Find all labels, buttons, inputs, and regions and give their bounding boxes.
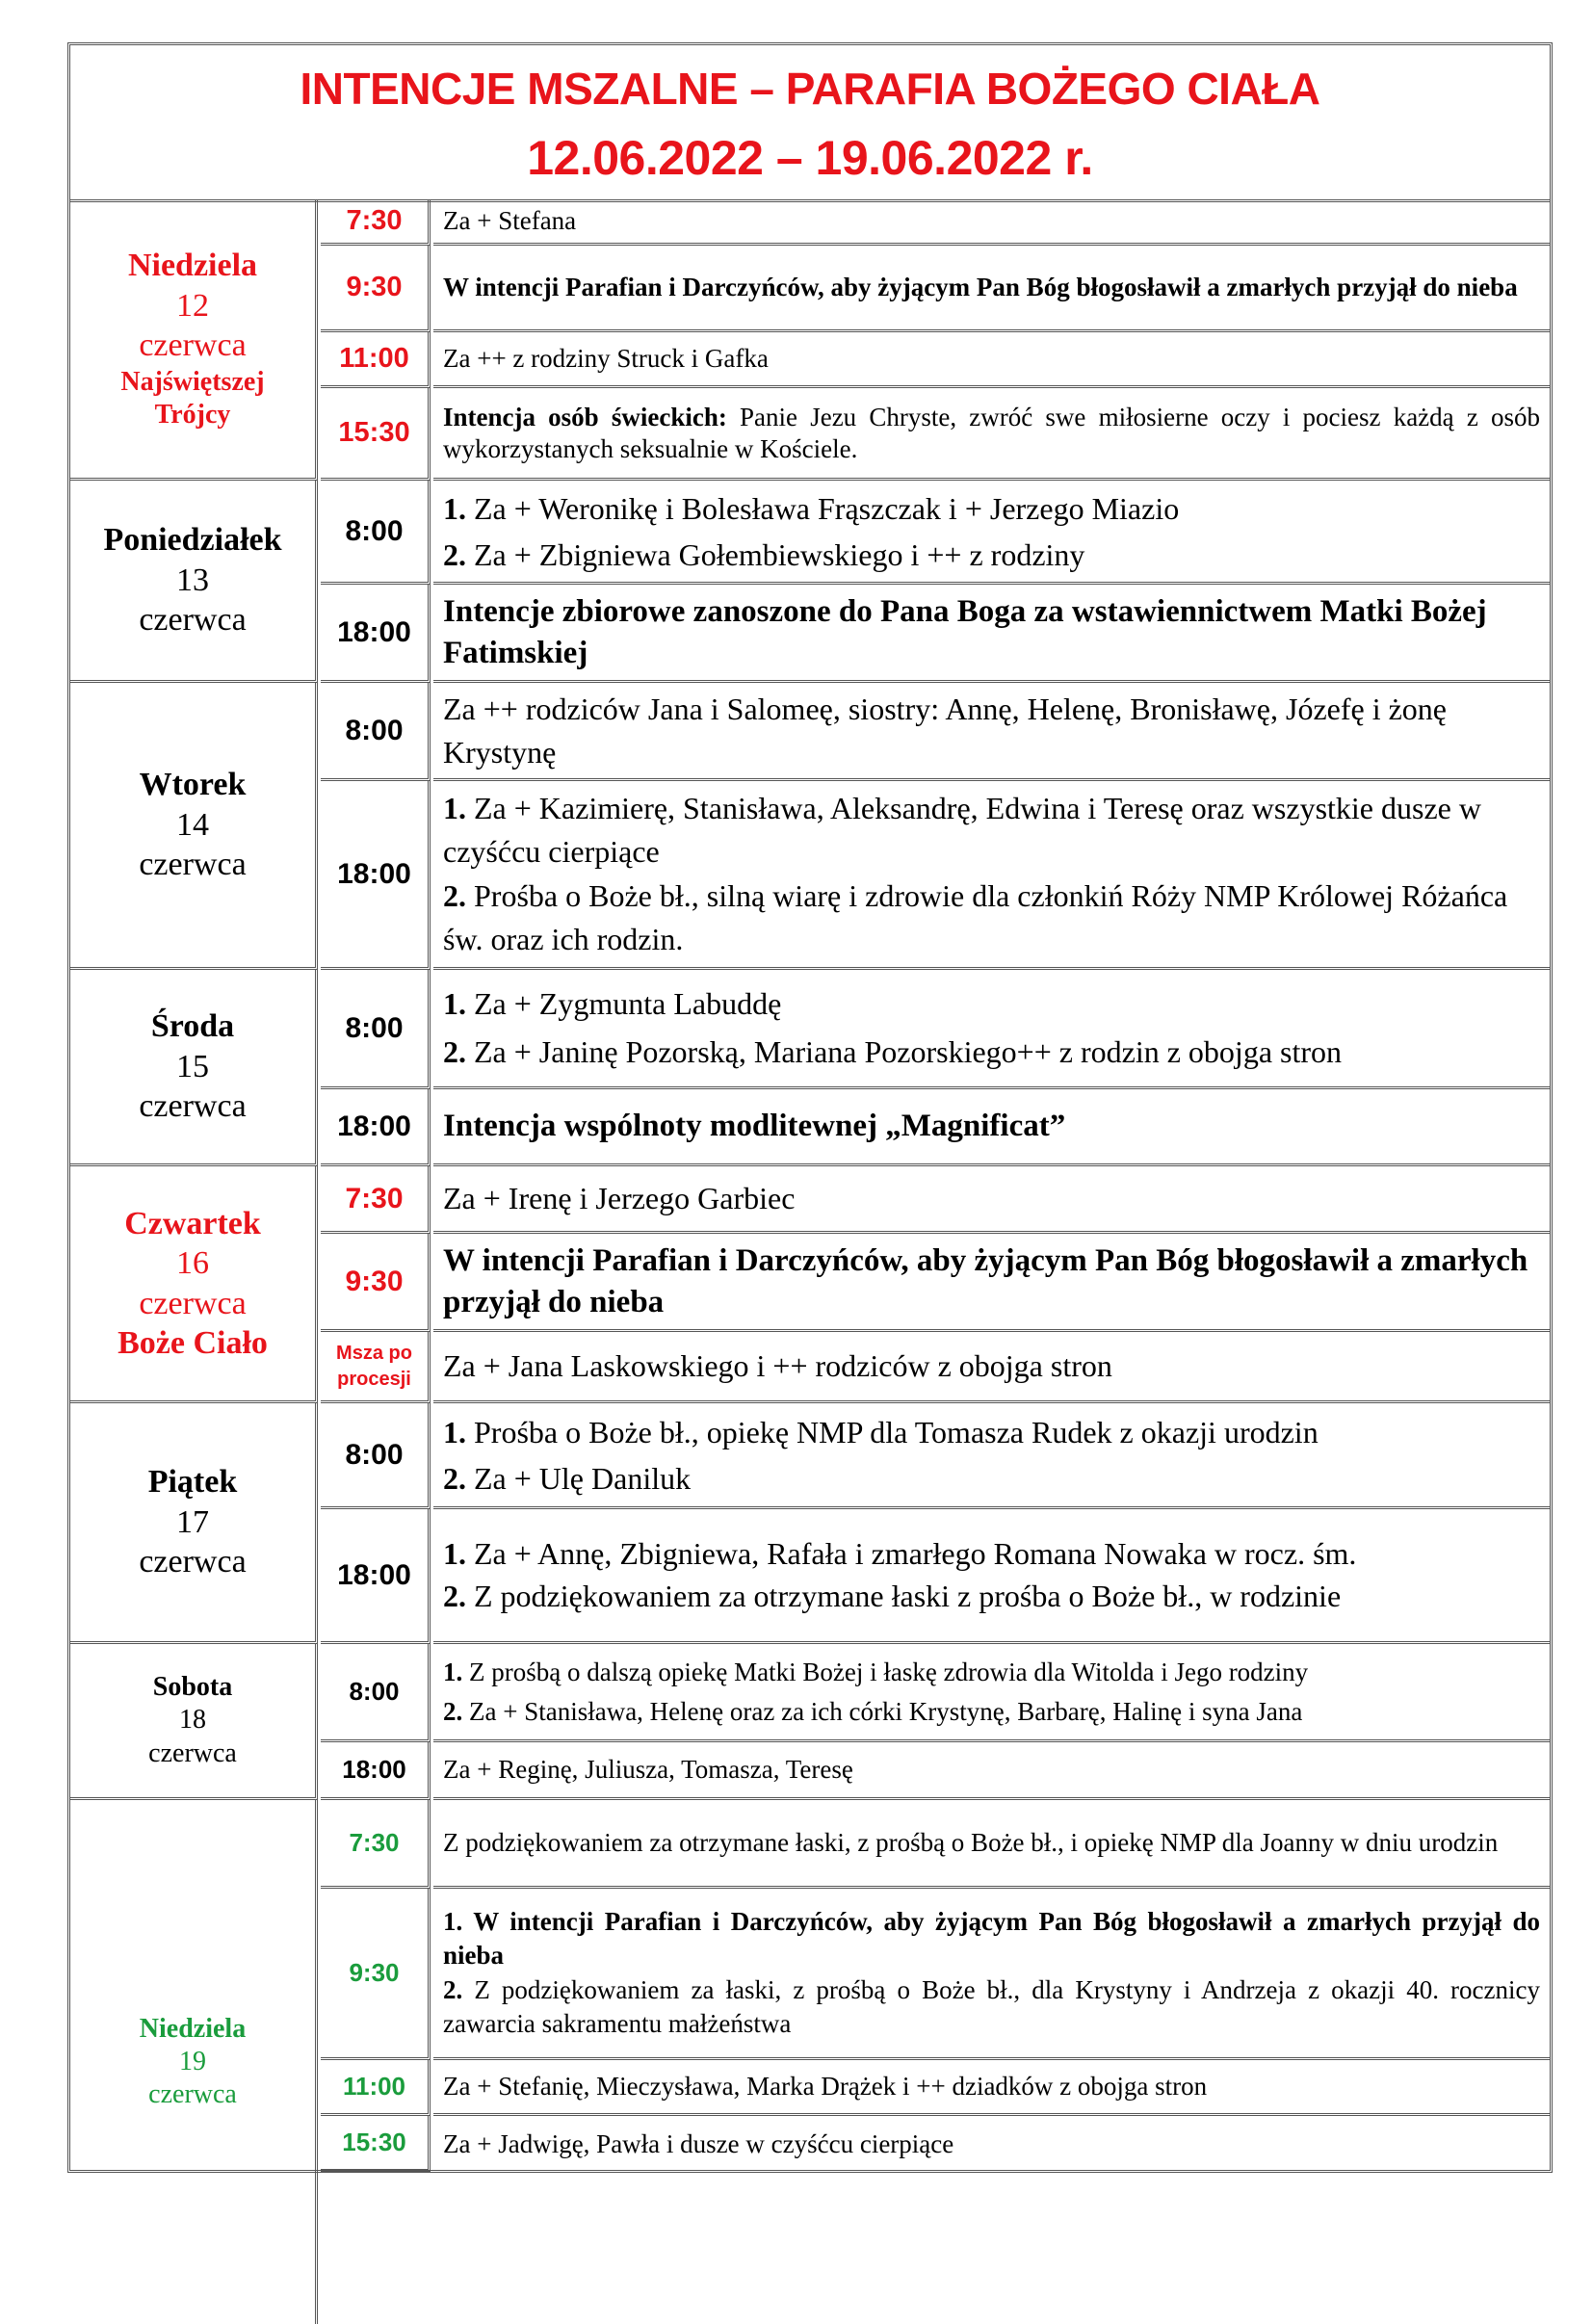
intention-cell	[433, 388, 1550, 481]
day-number: 15	[176, 1048, 209, 1084]
day-name: Wtorek	[139, 767, 247, 803]
day-cell-sunday-19	[70, 1800, 318, 2324]
day-month: czerwca	[139, 1088, 247, 1125]
intention-cell	[433, 1332, 1550, 1403]
day-cell-thursday-16	[70, 1166, 318, 1403]
intention-cell	[433, 970, 1550, 1089]
day-month: czerwca	[139, 847, 247, 883]
intention-number: 2.	[443, 536, 466, 572]
day-name: Piątek	[147, 1464, 238, 1501]
intention-text: Intencja wspólnoty modlitewnej „Magnificat”	[443, 1109, 1066, 1143]
intention-cell	[433, 2116, 1550, 2172]
intention-text: W intencji Parafian i Darczyńców, aby żyjącym Pan Bóg błogosławił a zmarłych przyjął do nieba	[443, 1907, 1540, 1971]
day-cell-monday-13	[70, 481, 318, 683]
intention-text: W intencji Parafian i Darczyńców, aby żyjącym Pan Bóg błogosławił a zmarłych przyjął do nieba	[443, 1242, 1528, 1319]
intention-text: Za + Jana Laskowskiego i ++ rodziców z obojga stron	[443, 1348, 1112, 1383]
intention-number: 1.	[443, 1414, 466, 1449]
mass-time: 8:00	[321, 1403, 431, 1509]
intention-text: Za + Weronikę i Bolesława Frąszczak i + Jerzego Miazio	[466, 490, 1180, 526]
day-number: 13	[176, 561, 209, 598]
mass-time: 11:00	[321, 332, 431, 388]
day-feast-line2: Trójcy	[154, 399, 231, 430]
intention-number: 1.	[443, 1658, 463, 1686]
mass-time: 7:30	[321, 1800, 431, 1889]
day-month: czerwca	[139, 327, 247, 364]
intention-text: Za + Annę, Zbigniewa, Rafała i zmarłego Romana Nowaka w rocz. śm.	[466, 1536, 1357, 1572]
schedule-sheet	[67, 42, 1553, 2173]
intention-cell	[433, 1889, 1550, 2060]
intention-cell	[433, 1234, 1550, 1332]
mass-time: 15:30	[321, 2116, 431, 2172]
intention-text	[443, 402, 1540, 465]
day-cell-tuesday-14	[70, 683, 318, 970]
day-feast-line1: Najświętszej	[120, 366, 265, 397]
intention-text: Z podziękowaniem za otrzymane łaski z prośba o Boże bł., w rodzinie	[466, 1578, 1342, 1613]
intention-cell	[433, 246, 1550, 332]
day-number: 16	[176, 1245, 209, 1282]
intention-cell	[433, 585, 1550, 683]
intention-number: 1.	[443, 985, 466, 1021]
intention-number: 2.	[443, 1460, 466, 1496]
intention-number: 1.	[443, 490, 466, 526]
intention-cell	[433, 1742, 1550, 1800]
intention-text: Za + Stefanię, Mieczysława, Marka Drążek i ++ dziadków z obojga stron	[443, 2072, 1208, 2101]
mass-time: 8:00	[321, 1644, 431, 1742]
intention-number: 1.	[443, 1536, 466, 1572]
intention-number: 1.	[443, 1907, 463, 1937]
intention-number: 2.	[443, 1033, 466, 1069]
mass-time: 15:30	[321, 388, 431, 481]
intention-text: Prośba o Boże bł., opiekę NMP dla Tomasza Rudek z okazji urodzin	[466, 1414, 1319, 1449]
mass-time: 8:00	[321, 481, 431, 585]
intention-text: Z podziękowaniem za łaski, z prośbą o Boże bł., dla Krystyny i Andrzeja z okazji 40. rocznicy zawarcia sakramentu małżeństwa	[443, 1974, 1540, 2038]
intention-cell	[433, 2060, 1550, 2116]
intention-cell	[433, 1509, 1550, 1644]
mass-time: Msza po procesji	[321, 1332, 431, 1403]
day-cell-sunday-12	[70, 199, 318, 481]
mass-time: 18:00	[321, 1509, 431, 1644]
intention-cell	[433, 1644, 1550, 1742]
intention-text: Z podziękowaniem za otrzymane łaski, z prośbą o Boże bł., i opiekę NMP dla Joanny w dniu urodzin	[443, 1827, 1499, 1857]
intention-number: 1.	[443, 790, 466, 825]
intention-text: Za ++ rodziców Jana i Salomeę, siostry: Annę, Helenę, Bronisławę, Józefę i żonę Krystynę	[443, 691, 1447, 770]
intention-text: Za + Zbigniewa Gołembiewskiego i ++ z rodziny	[466, 536, 1085, 572]
intention-text: Za + Janinę Pozorską, Mariana Pozorskiego++ z rodzin z obojga stron	[466, 1033, 1343, 1069]
day-cell-wednesday-15	[70, 970, 318, 1166]
intention-lead: Intencja osób świeckich:	[443, 402, 727, 431]
intention-number: 2.	[443, 1578, 466, 1613]
day-number: 12	[176, 287, 209, 324]
day-cell-saturday-18	[70, 1644, 318, 1800]
day-number: 17	[176, 1503, 209, 1540]
intention-text: Za + Stanisława, Helenę oraz za ich córki Krystynę, Barbarę, Halinę i syna Jana	[462, 1696, 1303, 1726]
intention-cell	[433, 781, 1550, 970]
intention-cell	[433, 199, 1550, 246]
mass-time: 9:30	[321, 246, 431, 332]
intention-text: Z prośbą o dalszą opiekę Matki Bożej i łaskę zdrowia dla Witolda i Jego rodziny	[462, 1658, 1309, 1686]
intention-text: Za + Jadwigę, Pawła i dusze w czyśćcu cierpiące	[443, 2128, 954, 2158]
mass-time: 7:30	[321, 1166, 431, 1234]
day-name: Poniedziałek	[103, 522, 282, 559]
intention-number: 2.	[443, 1696, 463, 1726]
intention-cell	[433, 1166, 1550, 1234]
intention-text: Intencje zbiorowe zanoszone do Pana Boga za wstawiennictwem Matki Bożej Fatimskiej	[443, 593, 1487, 670]
intention-text: Za + Kazimierę, Stanisława, Aleksandrę, Edwina i Teresę oraz wszystkie dusze w czyśćcu cierpiące	[443, 790, 1481, 870]
mass-time: 11:00	[321, 2060, 431, 2116]
intention-cell	[433, 1800, 1550, 1889]
day-cell-friday-17	[70, 1403, 318, 1644]
intention-text: W intencji Parafian i Darczyńców, aby żyjącym Pan Bóg błogosławił a zmarłych przyjął do nieba	[443, 273, 1518, 302]
date-range: 12.06.2022 – 19.06.2022 r.	[527, 131, 1093, 185]
day-month: czerwca	[148, 2079, 237, 2110]
intention-text: Za + Zygmunta Labuddę	[466, 985, 782, 1021]
schedule-grid	[70, 199, 1550, 2170]
day-name: Środa	[150, 1008, 235, 1045]
intention-cell	[433, 1089, 1550, 1166]
day-name: Czwartek	[124, 1205, 261, 1241]
mass-time: 8:00	[321, 683, 431, 781]
intention-cell	[433, 332, 1550, 388]
day-number: 14	[176, 806, 209, 843]
day-name: Niedziela	[139, 2013, 247, 2044]
day-month: czerwca	[148, 1737, 237, 1768]
intention-text: Prośba o Boże bł., silną wiarę i zdrowie dla członkiń Róży NMP Królowej Różańca św. oraz ich rodzin.	[443, 877, 1508, 956]
mass-time: 18:00	[321, 585, 431, 683]
intention-text: Za + Stefana	[443, 206, 577, 235]
day-number: 19	[179, 2046, 206, 2076]
intention-rest: Panie Jezu Chryste, zwróć swe miłosierne oczy i pociesz każdą z osób wykorzystanych seksualnie w Kościele.	[443, 402, 1540, 463]
mass-time: 7:30	[321, 199, 431, 246]
day-month: czerwca	[139, 602, 247, 639]
intention-text: Za + Ulę Daniluk	[466, 1460, 692, 1496]
day-month: czerwca	[139, 1544, 247, 1580]
intention-text: Za ++ z rodziny Struck i Gafka	[443, 344, 769, 373]
mass-time: 9:30	[321, 1234, 431, 1332]
intention-number: 2.	[443, 877, 466, 913]
mass-time: 18:00	[321, 781, 431, 970]
day-name: Niedziela	[127, 248, 258, 284]
mass-time: 18:00	[321, 1742, 431, 1800]
day-feast-line1: Boże Ciało	[118, 1324, 268, 1361]
page-title: INTENCJE MSZALNE – PARAFIA BOŻEGO CIAŁA	[300, 64, 1320, 114]
mass-time: 8:00	[321, 970, 431, 1089]
intention-text: Za + Irenę i Jerzego Garbiec	[443, 1181, 796, 1215]
intention-cell	[433, 683, 1550, 781]
mass-time: 18:00	[321, 1089, 431, 1166]
intention-cell	[433, 1403, 1550, 1509]
mass-time: 9:30	[321, 1889, 431, 2060]
day-month: czerwca	[139, 1285, 247, 1321]
intention-number: 2.	[443, 1974, 463, 2004]
intention-cell	[433, 481, 1550, 585]
header	[70, 45, 1550, 202]
day-name: Sobota	[152, 1672, 233, 1703]
day-number: 18	[179, 1705, 206, 1736]
intention-text: Za + Reginę, Juliusza, Tomasza, Teresę	[443, 1755, 853, 1784]
